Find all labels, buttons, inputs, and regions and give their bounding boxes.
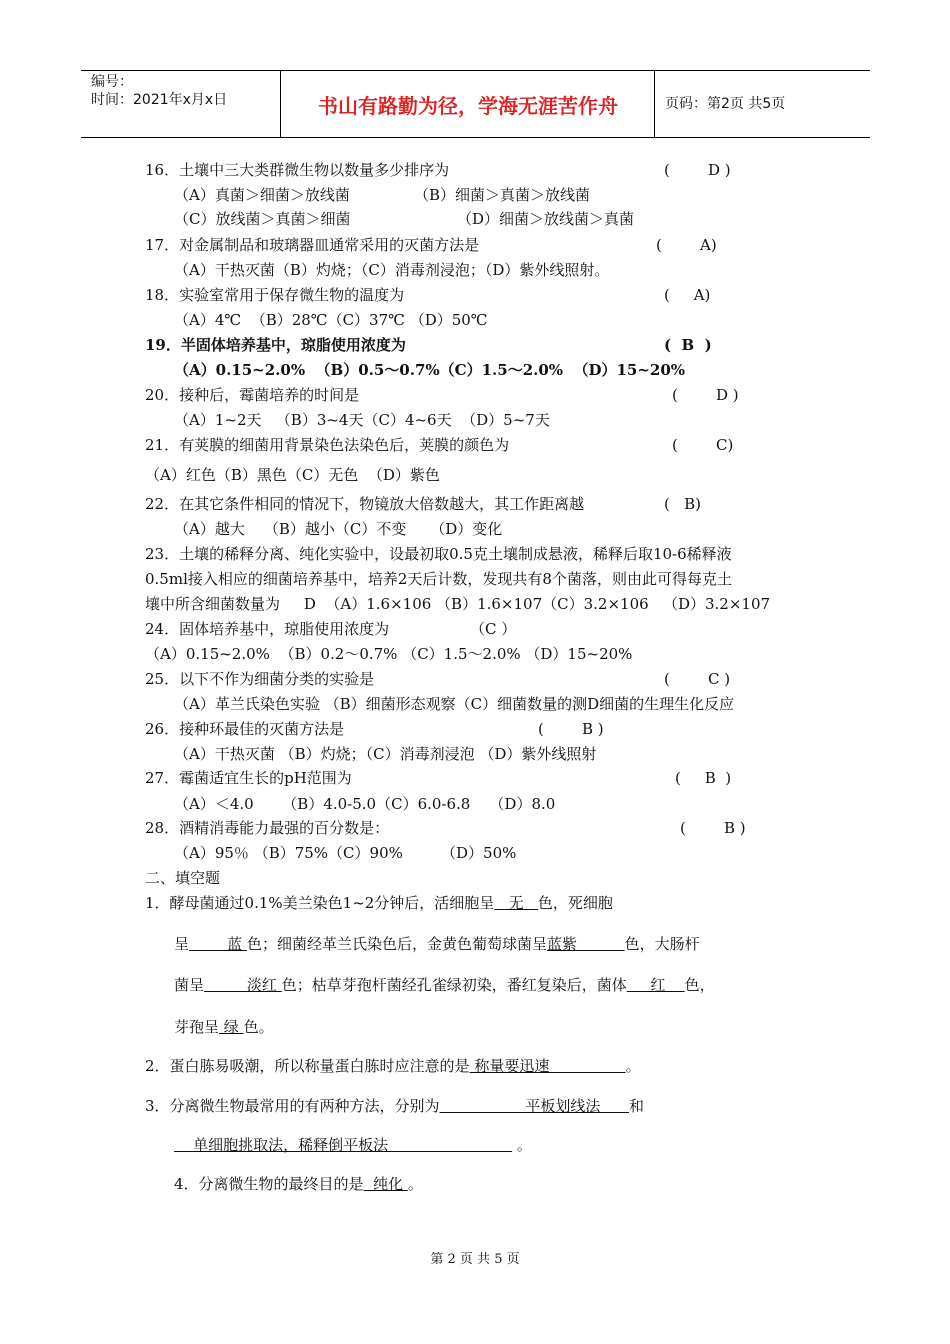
fill-question-3: 3．分离微生物最常用的有两种方法，分别为 平板划线法 和 — [145, 1097, 644, 1115]
section-heading: 二、填空题 — [145, 869, 221, 887]
answer-24: （C ） — [470, 620, 517, 638]
question-27: 27．霉菌适宜生长的pH范围为 — [145, 769, 352, 787]
blank-answer: 红 — [626, 976, 685, 994]
option: （B）细菌＞真菌＞放线菌 — [414, 186, 591, 204]
fill-question-1-cont: 芽孢呈 绿 色。 — [174, 1018, 274, 1036]
answer-28: ( B ) — [680, 819, 746, 837]
question-23-cont: 0.5ml接入相应的细菌培养基中，培养2天后计数，发现共有8个菌落，则由此可得每克土 — [145, 570, 732, 588]
number-label: 编号： — [91, 74, 133, 90]
option: （A）红色（B）黑色（C）无色 （D）紫色 — [145, 466, 440, 484]
option: （A）0.15~2.0% （B）0.2～0.7% （C）1.5～2.0% （D）15~20% — [145, 645, 633, 663]
question-23: 23．土壤的稀释分离、纯化实验中，设最初取0.5克土壤制成悬液，稀释后取10-6稀释液 — [145, 545, 732, 563]
answer-19: ( B ) — [664, 336, 712, 354]
option: （A）4℃ （B）28℃（C）37℃ （D）50℃ — [174, 311, 488, 329]
option: （A）越大 （B）越小（C）不变 （D）变化 — [174, 520, 503, 538]
option: （A）干热灭菌（B）灼烧；（C）消毒剂浸泡；（D）紫外线照射。 — [174, 261, 610, 279]
fill-question-4: 4．分离微生物的最终目的是 纯化 。 — [174, 1175, 423, 1193]
answer-27: ( B ) — [675, 769, 732, 787]
answer-26: ( B ) — [538, 720, 604, 738]
blank-answer: 绿 — [219, 1018, 244, 1036]
option: （A）0.15~2.0% （B）0.5～0.7%（C）1.5～2.0% （D）15~20% — [174, 361, 686, 379]
option: （A）真菌＞细菌＞放线菌 — [174, 186, 350, 204]
blank-answer: 平板划线法 — [439, 1097, 629, 1115]
question-19: 19．半固体培养基中，琼脂使用浓度为 — [145, 336, 406, 354]
answer-18: ( A) — [664, 286, 711, 304]
blank-answer: 单细胞挑取法，稀释倒平板法 — [174, 1136, 513, 1154]
fill-question-2: 2．蛋白胨易吸潮，所以称量蛋白胨时应注意的是 称量要迅速 。 — [145, 1057, 641, 1075]
page-footer: 第 2 页 共 5 页 — [430, 1252, 520, 1267]
time-label: 时间：2021年x月x日 — [91, 92, 228, 108]
blank-answer: 无 — [494, 894, 538, 912]
question-25: 25．以下不作为细菌分类的实验是 — [145, 670, 375, 688]
blank-answer: 蓝紫 — [546, 935, 625, 953]
blank-answer: 蓝 — [189, 935, 247, 953]
answer-17: ( A) — [656, 236, 717, 254]
option: （A）1~2天 （B）3~4天（C）4~6天 （D）5~7天 — [174, 411, 550, 429]
option: （C）放线菌＞真菌＞细菌 — [174, 210, 351, 228]
fill-question-1-cont: 菌呈 淡红 色；枯草芽孢杆菌经孔雀绿初染，番红复染后，菌体 红 色， — [174, 976, 715, 994]
option: （A）干热灭菌 （B）灼烧；（C）消毒剂浸泡 （D）紫外线照射 — [174, 745, 597, 763]
answer-16: ( D ) — [664, 161, 731, 179]
question-26: 26．接种环最佳的灭菌方法是 — [145, 720, 345, 738]
question-24: 24．固体培养基中，琼脂使用浓度为 — [145, 620, 390, 638]
question-17: 17．对金属制品和玻璃器皿通常采用的灭菌方法是 — [145, 236, 480, 254]
motto: 书山有路勤为径，学海无涯苦作舟 — [282, 71, 655, 137]
blank-answer: 称量要迅速 — [469, 1057, 626, 1075]
question-20: 20．接种后，霉菌培养的时间是 — [145, 386, 360, 404]
question-28: 28．酒精消毒能力最强的百分数是： — [145, 819, 390, 837]
fill-question-1-cont: 呈 蓝 色；细菌经革兰氏染色后，金黄色葡萄球菌呈蓝紫 色，大肠杆 — [174, 935, 700, 953]
option: （A）95％ （B）75%（C）90% （D）50% — [174, 844, 517, 862]
blank-answer: 纯化 — [363, 1175, 408, 1193]
blank-answer: 淡红 — [204, 976, 282, 994]
question-21: 21．有荚膜的细菌用背景染色法染色后，荚膜的颜色为 — [145, 436, 510, 454]
page-header — [81, 70, 870, 138]
fill-question-1: 1．酵母菌通过0.1%美兰染色1~2分钟后，活细胞呈 无 色，死细胞 — [145, 894, 613, 912]
question-23-cont: 壤中所含细菌数量为 D （A）1.6×106 （B）1.6×107（C）3.2×106 （D）3.2×107 — [145, 595, 771, 613]
question-22: 22．在其它条件相同的情况下，物镜放大倍数越大，其工作距离越 — [145, 495, 585, 513]
question-16: 16．土壤中三大类群微生物以数量多少排序为 — [145, 161, 450, 179]
answer-21: ( C) — [672, 436, 734, 454]
answer-22: ( B) — [664, 495, 702, 513]
question-18: 18．实验室常用于保存微生物的温度为 — [145, 286, 405, 304]
answer-20: ( D ) — [672, 386, 739, 404]
header-left-cell — [81, 71, 281, 137]
answer-25: ( C ) — [664, 670, 731, 688]
option: （D）细菌＞放线菌＞真菌 — [457, 210, 635, 228]
page-label: 页码：第2页 共5页 — [665, 96, 786, 112]
option: （A）＜4.0 （B）4.0-5.0（C）6.0-6.8 （D）8.0 — [174, 795, 556, 813]
fill-question-3-cont: 单细胞挑取法，稀释倒平板法 。 — [174, 1136, 532, 1154]
option: （A）革兰氏染色实验 （B）细菌形态观察（C）细菌数量的测D细菌的生理生化反应 — [174, 695, 735, 713]
